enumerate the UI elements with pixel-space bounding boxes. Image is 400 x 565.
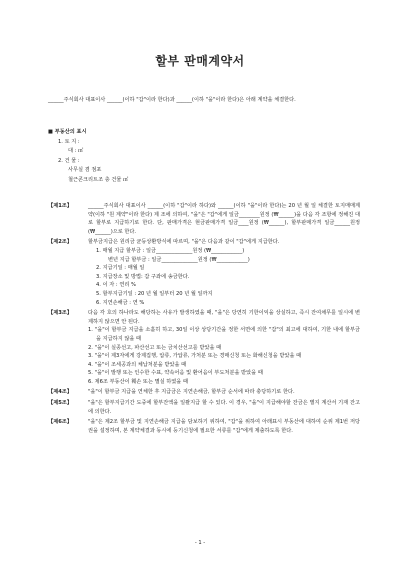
article-body xyxy=(88,202,360,236)
property-item: 2. 건 물 : xyxy=(58,157,80,164)
article-clause: 5. "을"이 발행 또는 인수한 수표, 약속어음 및 환어음이 부도처분을 받았을 때 xyxy=(88,370,263,377)
article-clause: 1. "을"이 할부금 지급을 소홀히 하고, 30일 이상 상당기간을 정한 서면에 의한 "갑"의 최고에 대하여, 기한 내에 할부금을 지급하지 않을 때 xyxy=(88,327,360,342)
article-text: 할부금지급은 원리금 균등상환방식에 따르며, "을"은 다음과 같이 "갑"에게 지급한다. xyxy=(88,239,280,246)
article-body xyxy=(88,418,360,435)
article-body xyxy=(88,388,360,397)
article-clause: 3. "을"이 제3자에게 강제집행, 압류, 가압류, 가처분 또는 경매신청 또는 화해신청을 받았을 때 xyxy=(88,353,302,360)
article-clause: 6. 지연손해금 : 연 % xyxy=(96,299,145,306)
article-number: 【제3조】 xyxy=(48,310,73,317)
property-heading: ■ 부동산의 표시 xyxy=(48,129,87,135)
article-text: "을"은 할부지급기간 도중에 할부잔액을 일괄지급 할 수 있다. 이 경우, "을"이 지급해야할 잔금은 별지 계산서 기재 잔고에 의한다. xyxy=(88,400,360,415)
intro-paragraph: ______주식회사 대표이사 ______(이하 "갑"이라 한다)과 ______(이하 "을"이라 한다)은 아래 계약을 체결한다. xyxy=(48,97,296,103)
property-item: 철근콘크리트조 층 건물 ㎡ xyxy=(68,176,129,183)
property-list xyxy=(58,138,360,185)
article-body xyxy=(88,238,360,307)
article-body xyxy=(88,399,360,416)
page-number: - 1 - xyxy=(194,540,206,546)
article-2 xyxy=(48,238,360,307)
article-clause: 1. 매월 지급 할부금 : 일금______________원정 (₩____________) xyxy=(96,247,245,254)
document-title: 할부 판매계약서 xyxy=(155,54,245,68)
article-clause: 6. 제6조 부동산이 훼손 또는 멸실 하였을 때 xyxy=(88,378,188,385)
article-clause: 2. 지급기일 : 매월 일 xyxy=(96,265,145,272)
property-item: 사무실 겸 점포 xyxy=(68,167,102,174)
articles xyxy=(48,202,360,437)
article-3 xyxy=(48,309,360,386)
article-text: 다음 각 호의 하나라도 해당하는 사유가 발생하였을 때, "을"은 당연히 기한이익을 상실하고, 즉시 잔여채무를 일시에 변제하지 않으면 안 된다. xyxy=(88,310,360,325)
article-6 xyxy=(48,418,360,435)
article-number: 【제1조】 xyxy=(48,203,73,209)
article-5 xyxy=(48,399,360,416)
article-number: 【제2조】 xyxy=(48,239,73,246)
article-text: ______주식회사 대표이사 ______(이하 "갑"이라 하다)와 ______(이하 "을"이라 한다)는 20 년 월 일 체결한 토지매매계약(이하 "원 계약"이라 한다) 제 조에 의하여, "을"은 "갑"에게 일금________원정 (₩______)을 다음 각 조항에 정해진 대로 할부로 지급하기로 한다. 단, 판매가격은 현금판매가격 일금____원정 (₩______), 할부판매가격 일금______원정 (₩______)으로 한다. xyxy=(88,203,360,235)
article-number: 【제5조】 xyxy=(48,400,73,407)
article-clause: 4. "을"이 조세공과의 체납처분을 받았을 때 xyxy=(88,361,187,368)
article-number: 【제6조】 xyxy=(48,419,73,426)
property-item: 1. 토 지 : xyxy=(58,139,80,145)
article-clause: 3. 지급장소 및 방법: 갑 구좌에 송금한다. xyxy=(96,273,190,280)
article-clause: 2. "을"이 실종선고, 파산선고 또는 금치산선고를 받았을 때 xyxy=(88,344,222,351)
article-1 xyxy=(48,202,360,236)
article-4 xyxy=(48,388,360,397)
article-text: "을"이 할부금 지급을 연체한 후 지급금은 지연손해금, 할부금 순서에 따라 충당하기로 한다. xyxy=(88,389,295,396)
property-item: 대 : ㎡ xyxy=(68,148,84,155)
article-number: 【제4조】 xyxy=(48,389,73,396)
article-body xyxy=(88,309,360,386)
article-clause: 변년 지급 할부금 : 일금______________원정 (₩____________) xyxy=(108,256,250,263)
article-text: "을"은 제2조 할부금 및 지연손해금 지급을 담보하기 위하여, "갑"을 위하여 아래표시 부동산에 대하여 순위 제1번 저당권을 설정하며, 본 계약체결과 동시에 등기신청에 필요한 서류를 "갑"에게 제출하도록 한다. xyxy=(88,419,360,434)
article-clause: 5. 할부지급기일 : 20 년 월 일부터 20 년 월 일까지 xyxy=(96,290,213,297)
article-clause: 4. 이 자 : 연리 % xyxy=(96,282,136,289)
